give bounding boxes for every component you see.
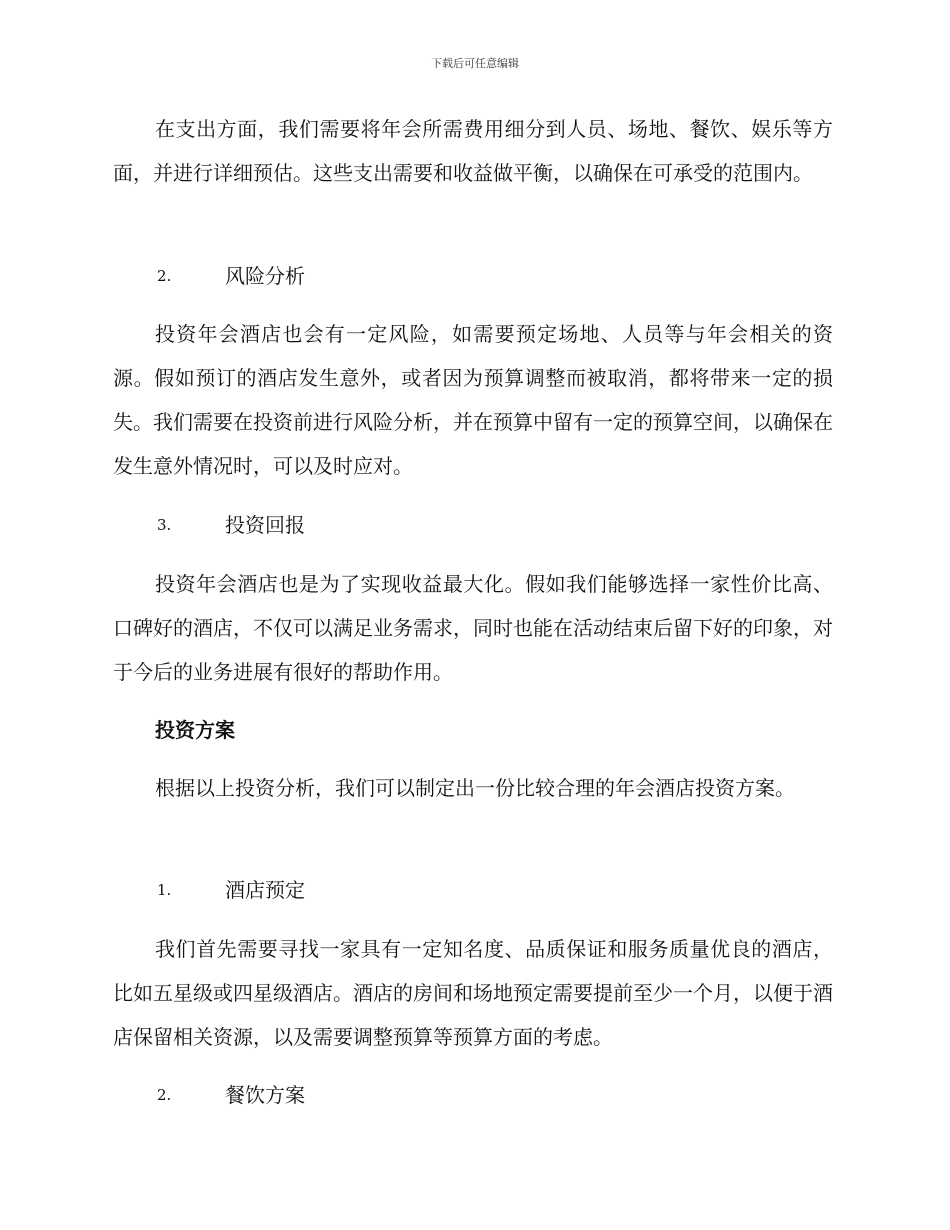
list-item-number: 2. bbox=[157, 267, 172, 285]
paragraph-return: 投资年会酒店也是为了实现收益最大化。假如我们能够选择一家性价比高、口碑好的酒店，不仅可以满足业务需求，同时也能在活动结束后留下好的印象，对于今后的业务进展有很好的帮助作用。 bbox=[113, 572, 833, 684]
list-item-title: 酒店预定 bbox=[225, 878, 305, 902]
list-item-number: 1. bbox=[157, 881, 172, 899]
paragraph-plan: 根据以上投资分析，我们可以制定出一份比较合理的年会酒店投资方案。 bbox=[155, 776, 795, 800]
list-item-title: 投资回报 bbox=[225, 513, 305, 537]
section-heading-plan: 投资方案 bbox=[155, 718, 235, 742]
list-item-title: 餐饮方案 bbox=[225, 1083, 305, 1107]
paragraph-risk: 投资年会酒店也会有一定风险，如需要预定场地、人员等与年会相关的资源。假如预订的酒店发生意外，或者因为预算调整而被取消，都将带来一定的损失。我们需要在投资前进行风险分析，并在预算中留有一定的预算空间，以确保在发生意外情况时，可以及时应对。 bbox=[113, 322, 833, 478]
paragraph-expenses: 在支出方面，我们需要将年会所需费用细分到人员、场地、餐饮、娱乐等方面，并进行详细预估。这些支出需要和收益做平衡，以确保在可承受的范围内。 bbox=[113, 117, 833, 185]
page-header: 下载后可任意编辑 bbox=[431, 57, 519, 70]
list-item-number: 3. bbox=[157, 516, 172, 534]
paragraph-booking: 我们首先需要寻找一家具有一定知名度、品质保证和服务质量优良的酒店，比如五星级或四星级酒店。酒店的房间和场地预定需要提前至少一个月，以便于酒店保留相关资源，以及需要调整预算等预算方面的考虑。 bbox=[113, 937, 833, 1049]
list-item-number: 2. bbox=[157, 1086, 172, 1104]
list-item-title: 风险分析 bbox=[225, 264, 305, 288]
